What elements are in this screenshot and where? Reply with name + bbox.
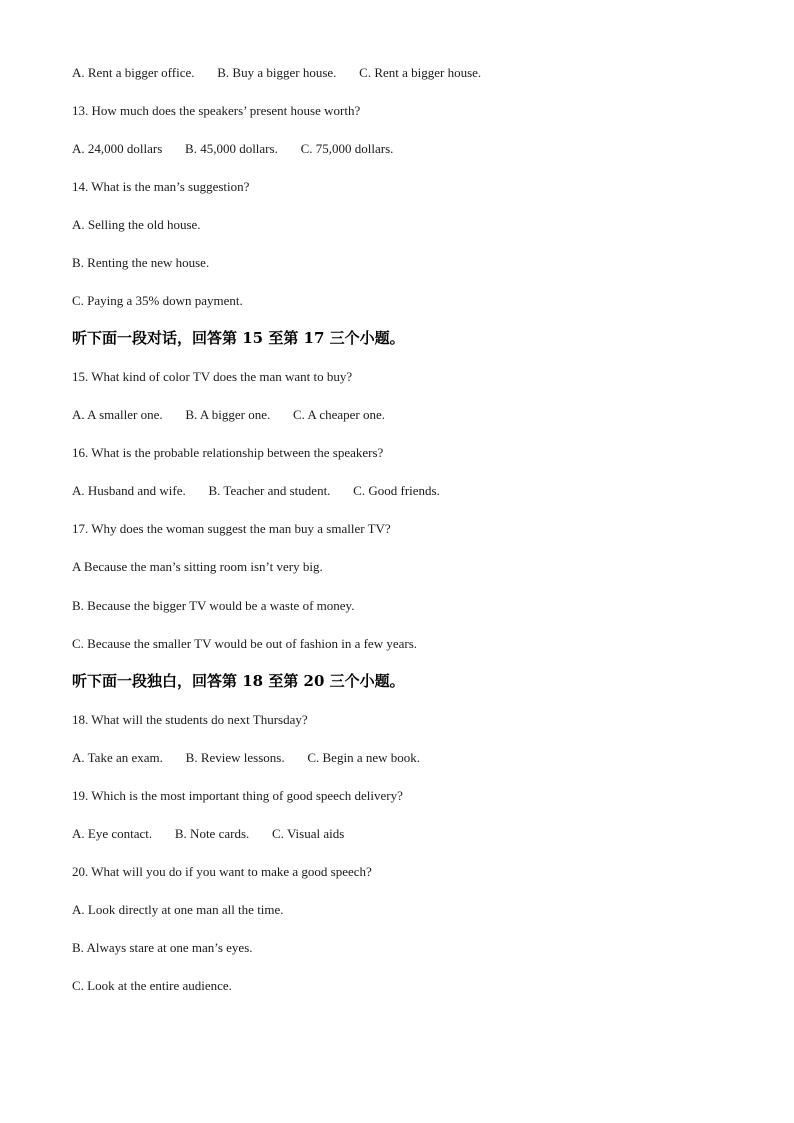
- q14-option-c: C. Paying a 35% down payment.: [72, 293, 243, 308]
- q15-options: A. A smaller one. B. A bigger one. C. A cheaper one.: [72, 407, 386, 422]
- q19-options: A. Eye contact. B. Note cards. C. Visual aids: [72, 826, 345, 841]
- q20-option-b: B. Always stare at one man’s eyes.: [72, 940, 253, 955]
- q17-question: 17. Why does the woman suggest the man buy a smaller TV?: [72, 521, 391, 536]
- q20-option-c: C. Look at the entire audience.: [72, 978, 232, 993]
- q12-options: A. Rent a bigger office. B. Buy a bigger house. C. Rent a bigger house.: [72, 65, 482, 80]
- q17-option-c: C. Because the smaller TV would be out of fashion in a few years.: [72, 636, 418, 651]
- q20-option-a: A. Look directly at one man all the time.: [72, 902, 284, 917]
- q13-question: 13. How much does the speakers’ present house worth?: [72, 103, 361, 118]
- q18-question: 18. What will the students do next Thursday?: [72, 712, 308, 727]
- section-heading-15-17: 听下面一段对话，回答第 15 至第 17 三个小题。: [72, 329, 405, 347]
- q15-question: 15. What kind of color TV does the man want to buy?: [72, 369, 353, 384]
- q18-options: A. Take an exam. B. Review lessons. C. Begin a new book.: [72, 750, 420, 765]
- q17-option-b: B. Because the bigger TV would be a waste of money.: [72, 598, 355, 613]
- q16-question: 16. What is the probable relationship between the speakers?: [72, 445, 384, 460]
- q13-options: A. 24,000 dollars B. 45,000 dollars. C. 75,000 dollars.: [72, 141, 394, 156]
- section-heading-18-20: 听下面一段独白，回答第 18 至第 20 三个小题。: [72, 672, 405, 690]
- q20-question: 20. What will you do if you want to make a good speech?: [72, 864, 372, 879]
- q14-option-b: B. Renting the new house.: [72, 255, 210, 270]
- q14-option-a: A. Selling the old house.: [72, 217, 201, 232]
- q16-options: A. Husband and wife. B. Teacher and student. C. Good friends.: [72, 483, 440, 498]
- q17-option-a: A Because the man’s sitting room isn’t very big.: [72, 559, 323, 574]
- q14-question: 14. What is the man’s suggestion?: [72, 179, 250, 194]
- q19-question: 19. Which is the most important thing of good speech delivery?: [72, 788, 403, 803]
